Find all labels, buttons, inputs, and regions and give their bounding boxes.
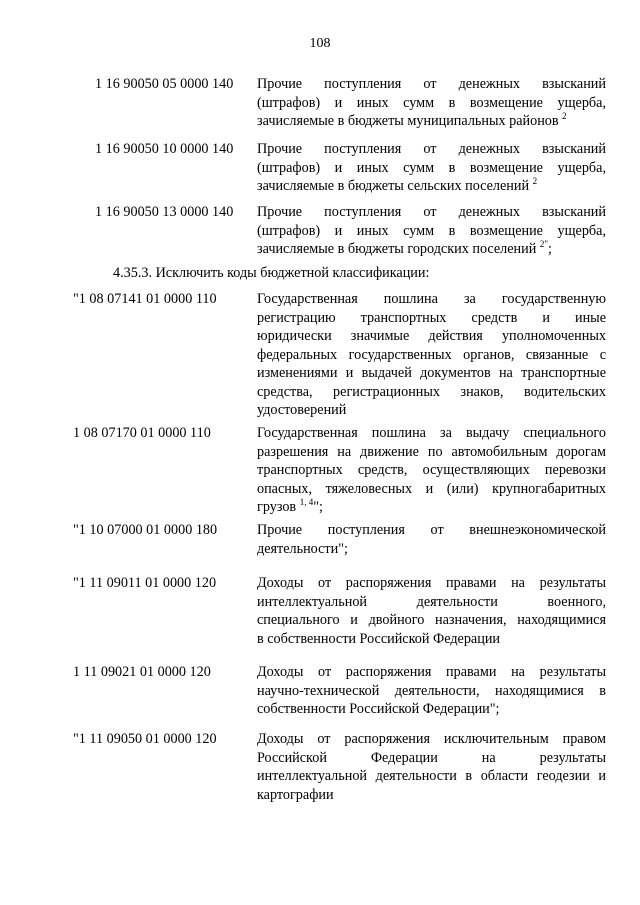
description-line [257,327,606,346]
description-text: зачисляемые в бюджеты городских поселений [257,241,537,257]
description-line [257,767,606,786]
description-line [257,630,606,649]
description-text: Государственная пошлина за выдачу специального [257,425,606,441]
description-text: грузов [257,499,297,515]
budget-code: 1 16 90050 10 0000 140 [95,141,234,157]
budget-code: "1 11 09050 01 0000 120 [73,731,217,747]
footnote-marker: 2 [532,176,538,186]
description-text: удостоверений [257,402,347,418]
budget-code: 1 16 90050 13 0000 140 [95,204,234,220]
description-text: (штрафов) и иных сумм в возмещение ущерба, [257,222,606,239]
description-line [257,461,606,480]
description-text: федеральных государственных органов, связанные с [257,346,606,363]
description-text: научно-технической деятельности, находящимися в [257,682,606,699]
description-line [257,574,606,593]
footnote-marker: 2 [562,111,567,121]
description-line [257,611,606,630]
budget-code: 1 08 07170 01 0000 110 [73,425,211,441]
description-text: (штрафов) и иных сумм в возмещение ущерба, [257,94,606,111]
description-line [257,443,606,462]
description-line [257,480,606,499]
description-line [257,364,606,383]
description-line [257,521,606,540]
description-text: интеллектуальной деятельности военного, [257,593,606,610]
description-text: деятельности"; [257,540,348,557]
description-line [257,730,606,749]
entry-description [257,521,606,558]
description-line [257,786,606,805]
description-text: регистрацию транспортных средств и иные [257,309,606,326]
description-line [257,75,606,94]
section-heading: 4.35.3. Исключить коды бюджетной классификации: [113,265,430,281]
entry-description [257,140,606,196]
description-line [257,240,606,259]
budget-code: 1 16 90050 05 0000 140 [95,76,234,92]
description-line [257,309,606,328]
description-text: зачисляемые в бюджеты сельских поселений [257,178,530,194]
description-line [257,700,606,719]
description-line [257,177,606,196]
description-text: юридически значимые действия уполномоченных [257,328,606,344]
description-text: Прочие поступления от внешнеэкономической [257,522,606,538]
description-line [257,222,606,241]
entry-description [257,290,606,420]
description-line [257,593,606,612]
description-line [257,383,606,402]
description-line [257,682,606,701]
entry-description [257,574,606,648]
description-text: опасных, тяжеловесных и (или) крупногабаритных [257,480,606,497]
description-text: разрешения на движение по автомобильным дорогам [257,443,606,460]
description-text: зачисляемые в бюджеты муниципальных районов [257,113,559,129]
description-text: интеллектуальной деятельности в области геодезии и [257,768,606,784]
description-line [257,94,606,113]
description-line [257,346,606,365]
description-text: изменениями и выдачей документов на транспортные [257,365,606,381]
entry-description [257,730,606,804]
description-line [257,159,606,178]
description-text: Доходы от распоряжения правами на результаты [257,664,606,680]
description-text: транспортных средств, осуществляющих перевозки [257,462,606,478]
description-text: Государственная пошлина за государственную [257,291,606,307]
entry-description [257,424,606,517]
description-text: Прочие поступления от денежных взысканий [257,76,606,92]
description-line [257,203,606,222]
description-line [257,290,606,309]
description-text: специального и двойного назначения, находящимися [257,612,606,628]
description-text: картографии [257,786,334,803]
description-suffix: ; [548,241,552,257]
description-line [257,401,606,420]
description-line [257,540,606,559]
description-line [257,140,606,159]
description-line [257,112,606,131]
page-number: 108 [309,36,331,51]
description-text: Прочие поступления от денежных взысканий [257,141,606,157]
description-text: Доходы от распоряжения исключительным правом [257,731,606,747]
footnote-marker: 2" [539,239,549,249]
description-text: (штрафов) и иных сумм в возмещение ущерба, [257,159,606,176]
description-text: Российской Федерации на результаты [257,749,606,766]
description-text: собственности Российской Федерации"; [257,701,500,717]
description-text: в собственности Российской Федерации [257,630,501,647]
description-suffix: "; [313,499,323,515]
budget-code: "1 10 07000 01 0000 180 [73,522,218,538]
description-text: средства, регистрационных знаков, водительских [257,383,606,400]
description-line [257,749,606,768]
description-line [257,663,606,682]
description-text: Прочие поступления от денежных взысканий [257,204,606,220]
budget-code: "1 08 07141 01 0000 110 [73,291,217,307]
budget-code: "1 11 09011 01 0000 120 [73,575,217,591]
budget-code: 1 11 09021 01 0000 120 [73,664,211,680]
entry-description [257,663,606,719]
description-line [257,424,606,443]
description-text: Доходы от распоряжения правами на результаты [257,575,606,591]
entry-description [257,75,606,131]
description-line [257,498,606,517]
footnote-marker: 1, 4 [299,497,314,507]
entry-description [257,203,606,259]
